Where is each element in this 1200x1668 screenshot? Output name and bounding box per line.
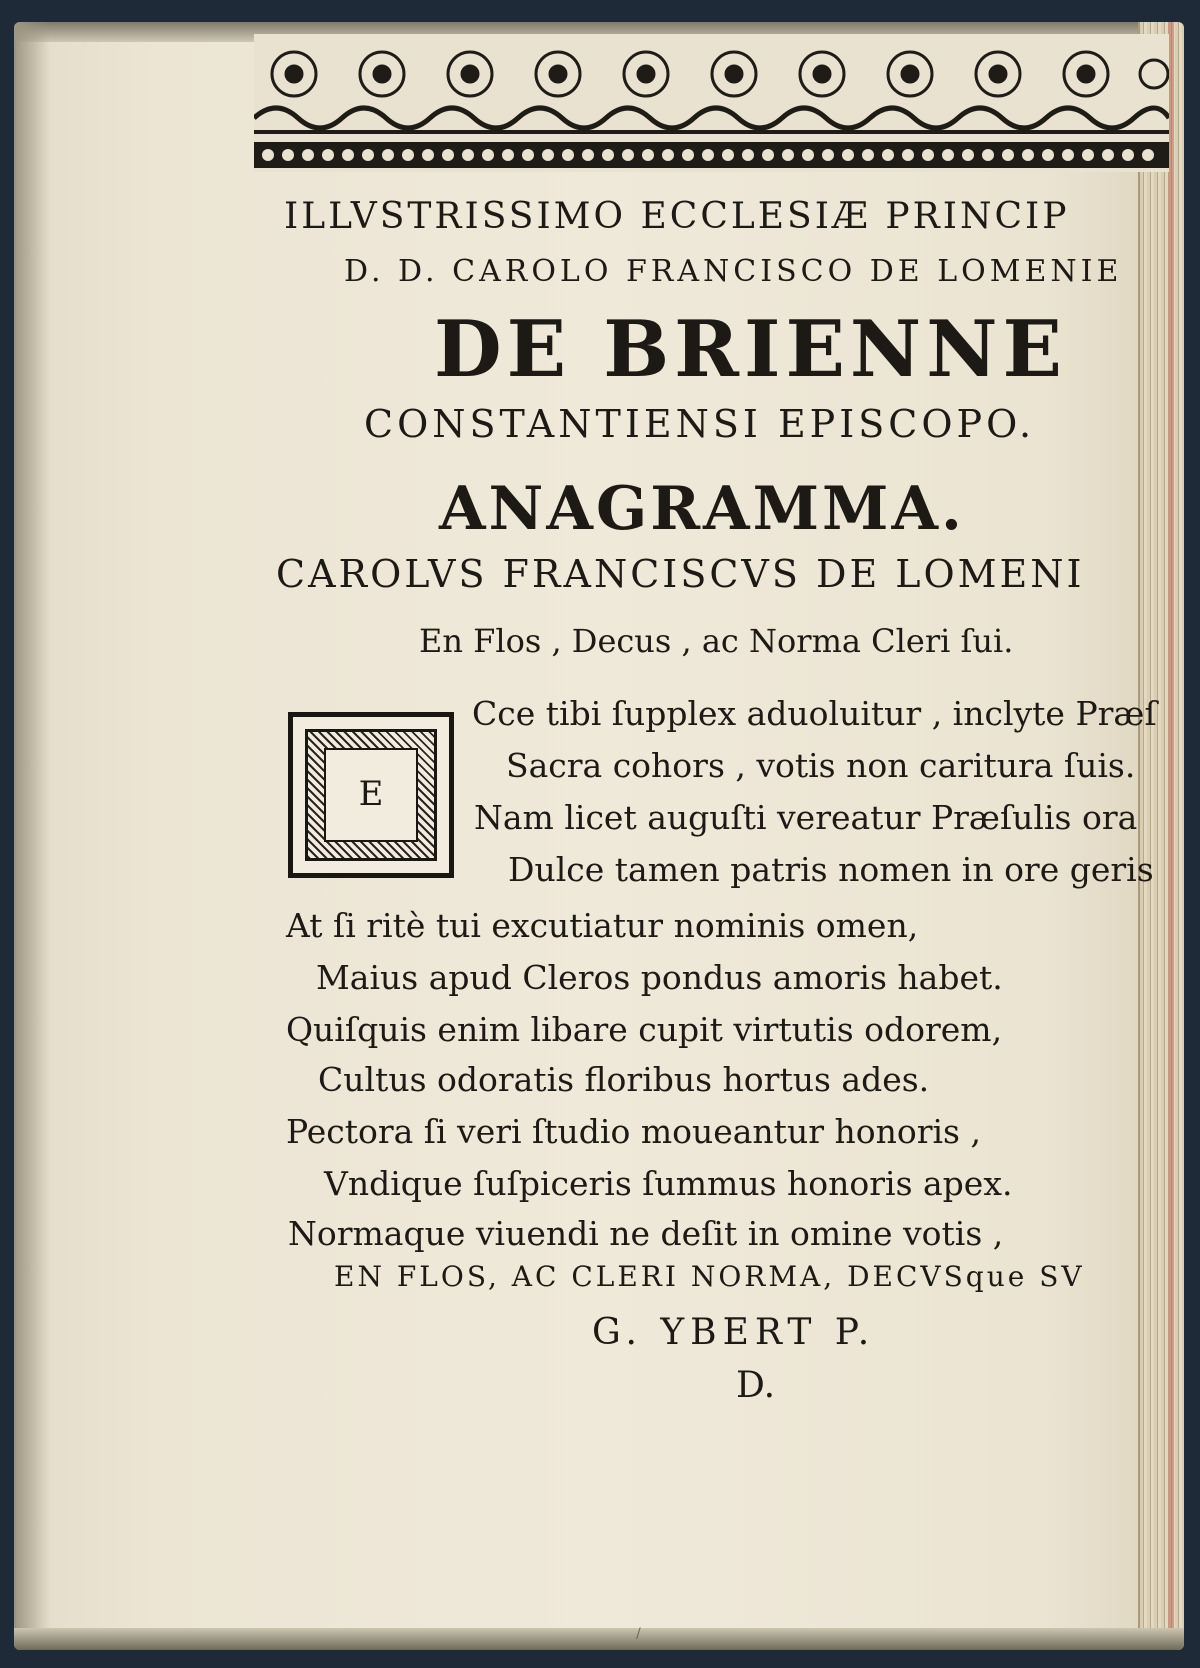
verse-line: Nam licet auguſti vereatur Præſulis ora bbox=[474, 798, 1138, 837]
verse-line: Sacra cohors , votis non caritura ſuis. bbox=[506, 746, 1136, 785]
page-mark: / bbox=[636, 1626, 641, 1642]
dedication-line-4: CONSTANTIENSI EPISCOPO. bbox=[364, 402, 1036, 446]
anagram-solution-line: En Flos , Decus , ac Norma Cleri ſui. bbox=[419, 622, 1014, 660]
verse-line: Vndique ſuſpiceris ſummus honoris apex. bbox=[324, 1164, 1013, 1203]
verse-line: Cce tibi ſupplex aduoluitur , inclyte Præſ bbox=[472, 694, 1157, 733]
dedication-title-brienne: DE BRIENNE bbox=[434, 304, 1067, 395]
dedication-line-2: D. D. CAROLO FRANCISCO DE LOMENIE bbox=[344, 254, 1123, 289]
verse-final-caps-line: EN FLOS, AC CLERI NORMA, DECVSque SV bbox=[334, 1260, 1085, 1293]
anagramma-heading: ANAGRAMMA. bbox=[439, 474, 965, 544]
initial-wreath-icon bbox=[324, 748, 418, 842]
verse-line: Pectora ſi veri ſtudio moueantur honoris , bbox=[286, 1112, 981, 1151]
verse-line: Normaque viuendi ne deſit in omine votis , bbox=[288, 1214, 1004, 1253]
fore-edge-red-tint bbox=[1168, 22, 1174, 1650]
headpiece-ornament-icon bbox=[254, 34, 1169, 172]
author-signature-initial: D. bbox=[736, 1365, 776, 1406]
dedication-line-1: ILLVSTRISSIMO ECCLESIÆ PRINCIP bbox=[284, 196, 1070, 237]
verse-line: At ſi ritè tui excutiatur nominis omen, bbox=[286, 906, 919, 945]
anagram-name-line: CAROLVS FRANCISCVS DE LOMENI bbox=[276, 552, 1085, 596]
verse-line: Dulce tamen patris nomen in ore geris bbox=[508, 850, 1154, 889]
verse-line: Quiſquis enim libare cupit virtutis odorem, bbox=[286, 1010, 1003, 1049]
decorated-initial bbox=[288, 712, 454, 878]
book-page bbox=[14, 22, 1184, 1650]
initial-letter: E bbox=[358, 774, 384, 814]
author-signature: G. YBERT P. bbox=[592, 1312, 876, 1353]
verse-line: Maius apud Cleros pondus amoris habet. bbox=[316, 958, 1003, 997]
page-bottom-edge bbox=[14, 1628, 1184, 1650]
initial-border-pattern bbox=[305, 729, 437, 861]
page-gutter-shadow bbox=[14, 22, 50, 1650]
page-fore-edge bbox=[1138, 22, 1184, 1650]
verse-line: Cultus odoratis floribus hortus ades. bbox=[318, 1060, 930, 1099]
